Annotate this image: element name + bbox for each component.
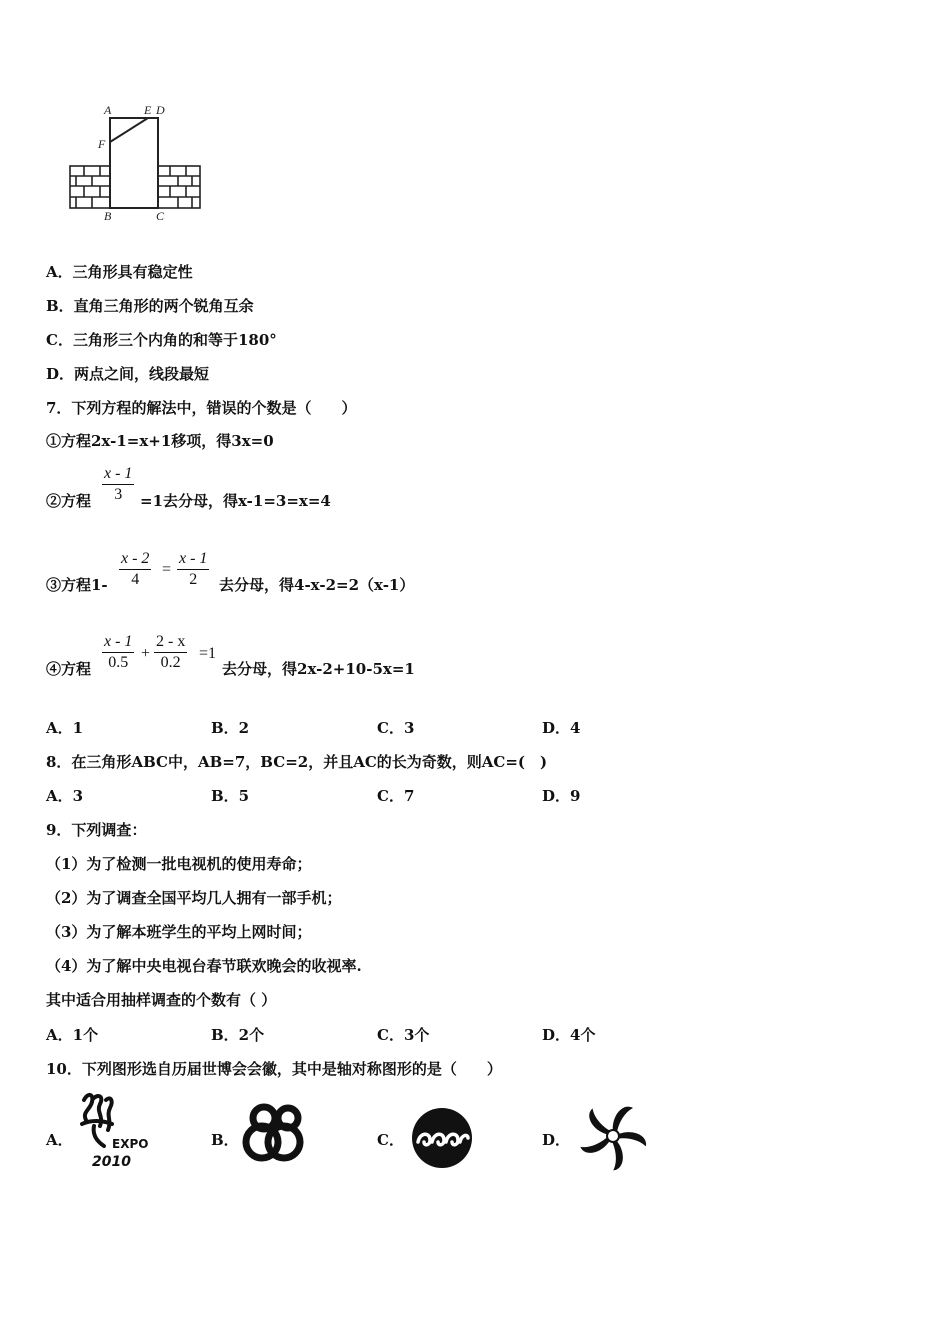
q8-option-a[interactable]: A．3 xyxy=(46,787,84,805)
q7-item-2-fraction xyxy=(102,464,134,505)
q6-option-d[interactable]: D．两点之间，线段最短 xyxy=(46,365,210,383)
label-b: B xyxy=(104,209,112,223)
q9-question: 其中适合用抽样调查的个数有（ ） xyxy=(46,991,277,1009)
q9-item-4: （4）为了解中央电视台春节联欢晚会的收视率. xyxy=(46,957,362,975)
q6-option-b[interactable]: B．直角三角形的两个锐角互余 xyxy=(46,297,254,315)
fraction-numerator: x - 1 xyxy=(102,632,134,653)
label-d: D xyxy=(156,103,165,117)
q6-option-c[interactable]: C．三角形三个内角的和等于180° xyxy=(46,331,277,349)
fraction-numerator: x - 2 xyxy=(119,549,151,570)
q9-item-2: （2）为了调查全国平均几人拥有一部手机； xyxy=(46,889,342,907)
q9-option-b[interactable]: B．2个 xyxy=(211,1026,265,1044)
q9-item-3: （3）为了解本班学生的平均上网时间； xyxy=(46,923,312,941)
expo-logo-year: 2010 xyxy=(92,1154,131,1170)
q7-option-d[interactable]: D．4 xyxy=(542,719,581,737)
expo-2010-logo xyxy=(78,1090,154,1168)
q7-item-4-equals: =1 xyxy=(199,645,217,662)
q9-option-c[interactable]: C．3个 xyxy=(377,1026,430,1044)
fraction-denominator: 3 xyxy=(114,486,123,503)
q7-item-4-plus: + xyxy=(141,645,151,662)
q8-option-d[interactable]: D．9 xyxy=(542,787,581,805)
expo-logo-word: EXPO xyxy=(112,1137,149,1151)
fraction-numerator: x - 1 xyxy=(177,549,209,570)
q7-item-4-fraction-2 xyxy=(154,632,187,673)
q8-stem: 8．在三角形ABC中，AB=7，BC=2，并且AC的长为奇数，则AC=( ) xyxy=(46,753,548,771)
q9-item-1: （1）为了检测一批电视机的使用寿命； xyxy=(46,855,312,873)
fraction-denominator: 0.5 xyxy=(108,654,129,671)
q6-option-a[interactable]: A．三角形具有稳定性 xyxy=(46,263,193,281)
q7-item-1: ①方程2x-1=x+1移项，得3x=0 xyxy=(46,432,274,450)
fraction-denominator: 4 xyxy=(131,571,140,588)
door-wall-figure xyxy=(66,102,206,227)
q10-stem: 10．下列图形选自历届世博会会徽，其中是轴对称图形的是（ ） xyxy=(46,1060,502,1078)
q7-item-3-equals: = xyxy=(162,561,172,578)
q7-item-4-fraction-1 xyxy=(102,632,134,673)
q9-stem: 9．下列调查： xyxy=(46,821,147,839)
label-a: A xyxy=(104,103,112,117)
q10-option-d[interactable]: D． xyxy=(542,1131,571,1149)
label-c: C xyxy=(156,209,165,223)
q8-option-c[interactable]: C．7 xyxy=(377,787,415,805)
q7-option-a[interactable]: A．1 xyxy=(46,719,84,737)
fraction-numerator: x - 1 xyxy=(102,464,134,485)
q10-option-b[interactable]: B． xyxy=(211,1131,239,1149)
q7-option-b[interactable]: B．2 xyxy=(211,719,250,737)
q7-item-3-prefix: ③方程1- xyxy=(46,576,108,594)
q9-option-d[interactable]: D．4个 xyxy=(542,1026,596,1044)
q7-item-4-prefix: ④方程 xyxy=(46,660,92,678)
q7-item-3-suffix: 去分母，得4-x-2=2（x-1） xyxy=(219,576,415,594)
q7-item-4-suffix: 去分母，得2x-2+10-5x=1 xyxy=(222,660,415,678)
q8-option-b[interactable]: B．5 xyxy=(211,787,250,805)
interlocking-rings-logo xyxy=(242,1102,308,1170)
q7-stem: 7．下列方程的解法中，错误的个数是（ ） xyxy=(46,399,357,417)
q7-option-c[interactable]: C．3 xyxy=(377,719,415,737)
label-e: E xyxy=(144,103,152,117)
q7-item-3-fraction-2 xyxy=(177,549,209,590)
q9-option-a[interactable]: A．1个 xyxy=(46,1026,99,1044)
q10-option-c[interactable]: C． xyxy=(377,1131,404,1149)
label-f: F xyxy=(98,137,106,151)
fraction-denominator: 0.2 xyxy=(160,654,181,671)
q7-item-3-fraction-1 xyxy=(119,549,151,590)
q7-item-2-suffix: =1去分母，得x-1=3=x=4 xyxy=(140,492,331,510)
fraction-numerator: 2 - x xyxy=(154,632,187,653)
q10-option-a[interactable]: A． xyxy=(46,1131,73,1149)
fraction-denominator: 2 xyxy=(189,571,198,588)
pinwheel-flower-logo xyxy=(574,1100,652,1172)
wave-circle-logo xyxy=(410,1106,474,1170)
q7-item-2-prefix: ②方程 xyxy=(46,492,92,510)
